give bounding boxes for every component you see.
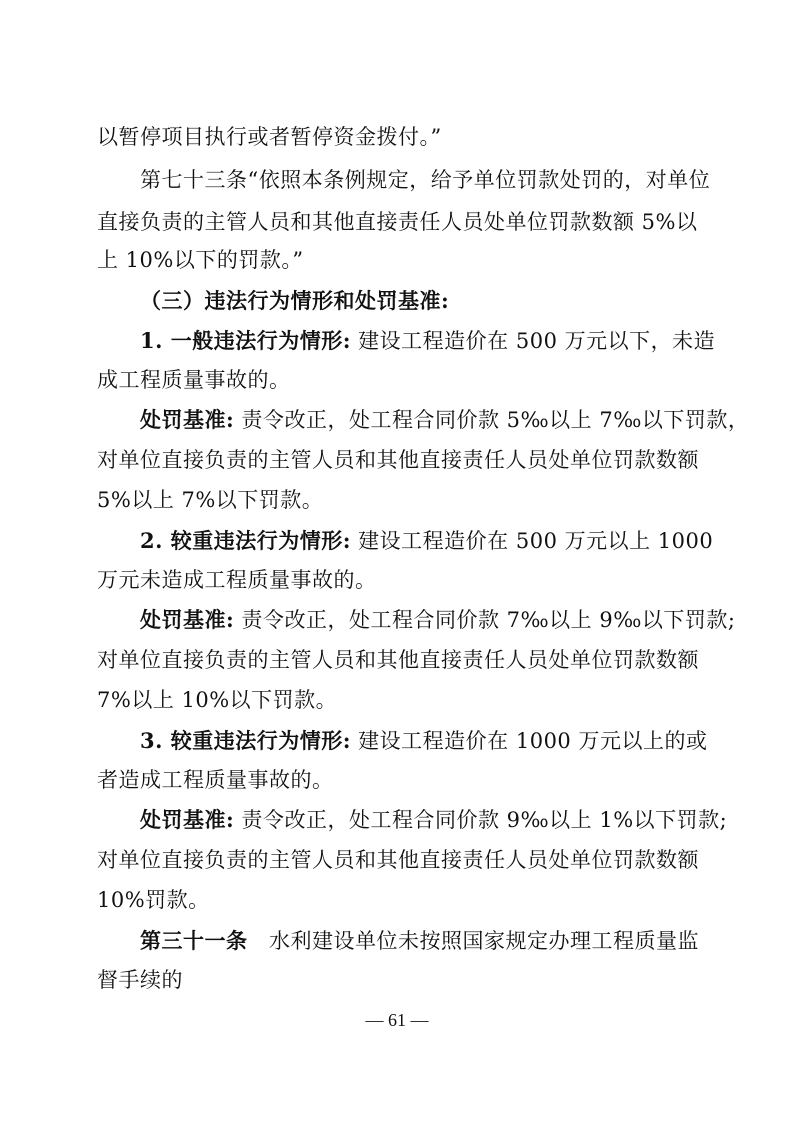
text-line bbox=[140, 721, 708, 761]
text-line: 万元未造成工程质量事故的。 bbox=[97, 568, 377, 592]
page-number: — 61 — bbox=[365, 1010, 429, 1030]
item-text: 责令改正，处工程合同价款 7‰以上 9‰以下罚款; bbox=[234, 608, 736, 632]
text-line: 直接负责的主管人员和其他直接责任人员处单位罚款数额 5%以 bbox=[97, 210, 698, 234]
text-line bbox=[140, 400, 750, 440]
item-label: 2. 较重违法行为情形: bbox=[140, 528, 351, 553]
text-line: 对单位直接负责的主管人员和其他直接责任人员处单位罚款数额 bbox=[97, 848, 699, 872]
section-heading: （三）违法行为情形和处罚基准: bbox=[140, 288, 450, 313]
article-text: 水利建设单位未按照国家规定办理工程质量监 bbox=[247, 929, 699, 953]
article-label: 第三十一条 bbox=[140, 928, 248, 953]
item-label: 1. 一般违法行为情形: bbox=[140, 328, 351, 353]
text-line: 对单位直接负责的主管人员和其他直接责任人员处单位罚款数额 bbox=[97, 648, 699, 672]
text-line: 7%以上 10%以下罚款。 bbox=[97, 688, 338, 712]
item-text: 建设工程造价在 500 万元以下，未造 bbox=[351, 329, 716, 353]
item-text: 建设工程造价在 1000 万元以上的或 bbox=[351, 729, 708, 753]
item-label: 处罚基准: bbox=[140, 407, 235, 432]
text-line bbox=[140, 521, 714, 561]
item-label: 处罚基准: bbox=[140, 807, 235, 832]
text-line: 对单位直接负责的主管人员和其他直接责任人员处单位罚款数额 bbox=[97, 448, 699, 472]
item-text: 责令改正，处工程合同价款 9‰以上 1%以下罚款; bbox=[234, 808, 728, 832]
text-line: 以暂停项目执行或者暂停资金拨付。” bbox=[97, 125, 442, 149]
text-line: 成工程质量事故的。 bbox=[97, 368, 291, 392]
text-line: 上 10%以下的罚款。” bbox=[97, 248, 304, 272]
text-line bbox=[140, 600, 736, 640]
text-line bbox=[140, 800, 728, 840]
text-line bbox=[140, 921, 697, 961]
item-text: 责令改正，处工程合同价款 5‰以上 7‰以下罚款， bbox=[234, 408, 750, 432]
text-line: 5%以上 7%以下罚款。 bbox=[97, 488, 324, 512]
text-line: 第七十三条“依照本条例规定，给予单位罚款处罚的，对单位 bbox=[140, 168, 711, 192]
text-line bbox=[140, 321, 716, 361]
text-line: 者造成工程质量事故的。 bbox=[97, 768, 334, 792]
item-label: 处罚基准: bbox=[140, 607, 235, 632]
text-line: 10%罚款。 bbox=[97, 888, 210, 912]
text-line: 督手续的 bbox=[97, 968, 183, 992]
item-label: 3. 较重违法行为情形: bbox=[140, 728, 351, 753]
item-text: 建设工程造价在 500 万元以上 1000 bbox=[351, 529, 714, 553]
